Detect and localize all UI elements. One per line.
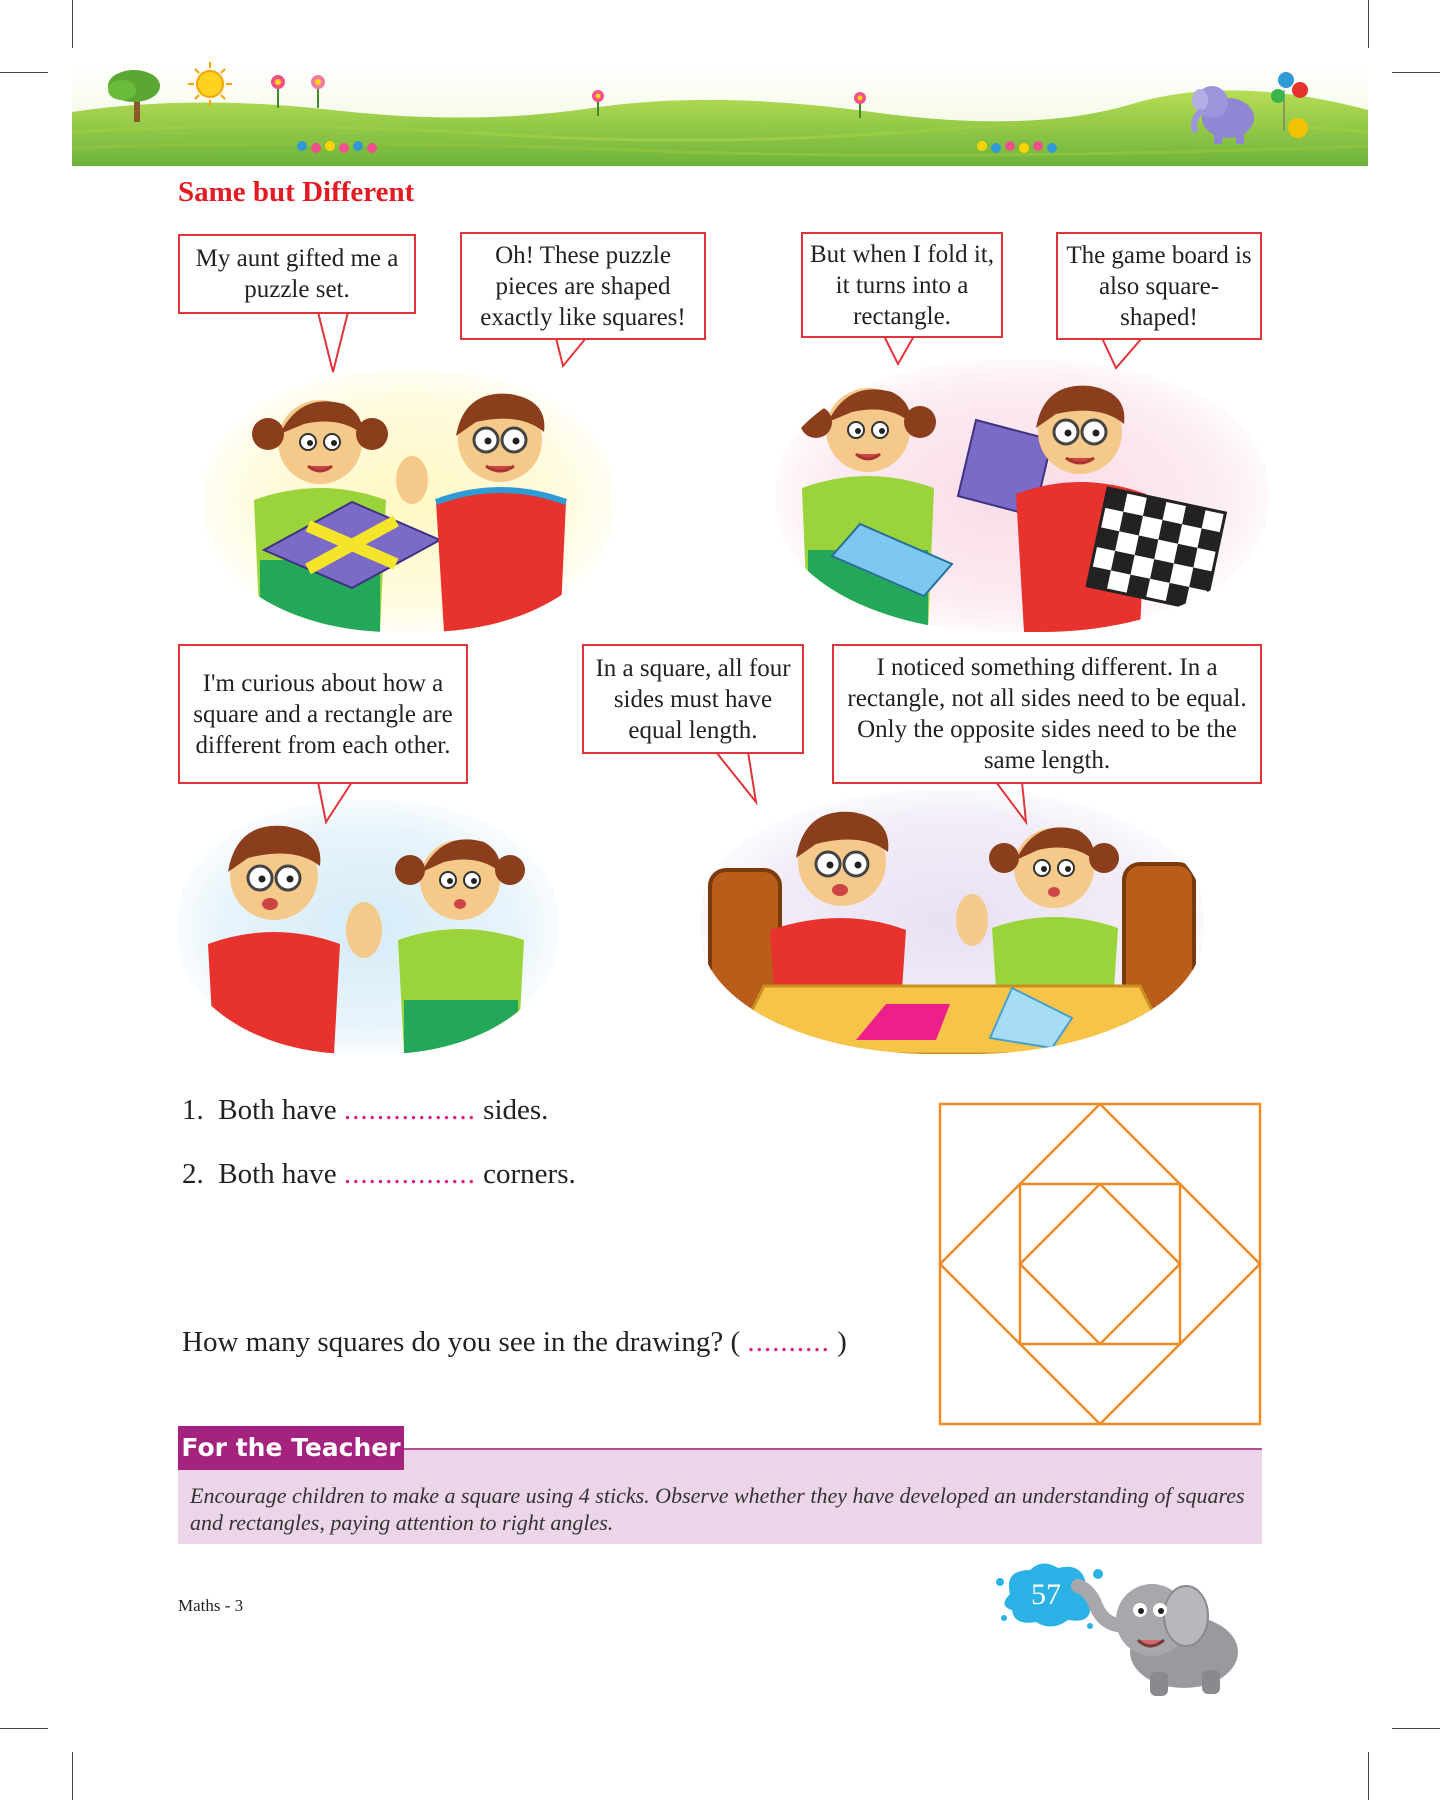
teacher-divider <box>404 1448 1262 1450</box>
question-text: Both have <box>218 1158 337 1190</box>
speech-bubble-girl-rectangle-sides: I noticed something different. In a rectangle, not all sides need to be equal. Only the opposite sides need to be the same length. <box>832 644 1262 784</box>
speech-bubble-boy-curious: I'm curious about how a square and a rectangle are different from each other. <box>178 644 468 784</box>
answer-blank[interactable]: ................ <box>343 1158 476 1190</box>
question-number: 1. <box>182 1094 204 1126</box>
speech-bubble-boy-game-board: The game board is also square-shaped! <box>1056 232 1262 340</box>
question-text: sides. <box>483 1094 549 1126</box>
question-number: 2. <box>182 1158 204 1190</box>
question-text: Both have <box>218 1094 337 1126</box>
answer-blank[interactable]: .......... <box>747 1326 830 1358</box>
speech-bubble-girl-puzzle: My aunt gifted me a puzzle set. <box>178 234 416 314</box>
section-title: Same but Different <box>178 176 415 208</box>
speech-bubble-girl-fold: But when I fold it, it turns into a rectangle. <box>801 232 1003 338</box>
speech-bubble-boy-squares: Oh! These puzzle pieces are shaped exactly like squares! <box>460 232 706 340</box>
teacher-heading: For the Teacher <box>178 1426 404 1470</box>
question-text: ) <box>837 1326 847 1358</box>
teacher-note-text: Encourage children to make a square using 4 sticks. Observe whether they have developed an understanding of squares and rectangles, paying attention to right angles. <box>190 1483 1245 1535</box>
speech-bubble-boy-square-sides: In a square, all four sides must have equal length. <box>582 644 804 754</box>
question-text: How many squares do you see in the drawing? ( <box>182 1326 741 1358</box>
question-text: corners. <box>483 1158 576 1190</box>
answer-blank[interactable]: ................ <box>343 1094 476 1126</box>
book-label: Maths - 3 <box>178 1596 244 1615</box>
page-number: 57 <box>1031 1578 1061 1611</box>
